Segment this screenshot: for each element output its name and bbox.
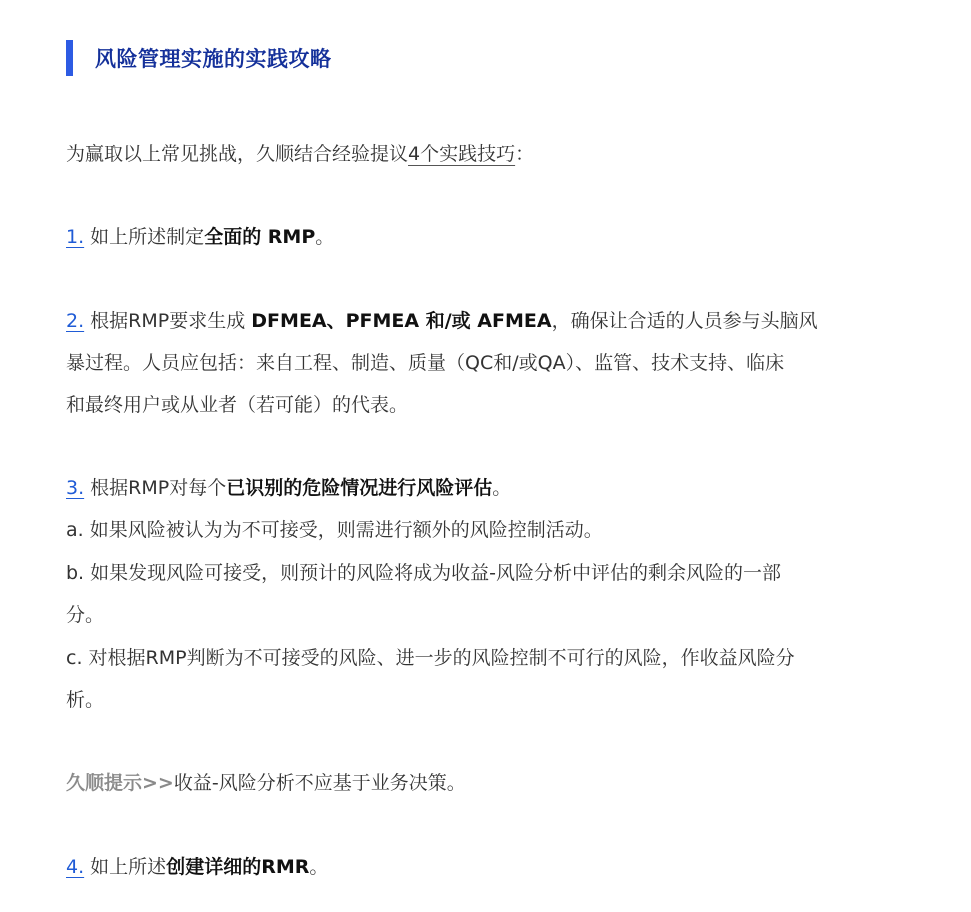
item-3-end: 。 <box>492 477 512 499</box>
intro-suffix: ： <box>515 143 535 165</box>
sub-item-a: a. 如果风险被认为为不可接受，则需进行额外的风险控制活动。 <box>66 519 603 541</box>
tip-label: 久顺提示>> <box>66 772 174 794</box>
item-number-1: 1. <box>66 226 85 248</box>
item-4-text: 如上所述 <box>84 856 167 878</box>
item-number-3: 3. <box>66 477 85 499</box>
intro-highlight: 4个实践技巧 <box>408 143 516 165</box>
sub-item-c-line-2: 析。 <box>66 689 105 711</box>
tip-text: 收益-风险分析不应基于业务决策。 <box>173 772 466 794</box>
item-1-bold: 全面的 RMP <box>204 226 316 248</box>
item-4-bold: 创建详细的RMR <box>166 856 310 878</box>
item-2-line-3: 和最终用户或从业者（若可能）的代表。 <box>66 394 409 416</box>
item-2-end: ，确保让合适的人员参与头脑风 <box>551 310 818 332</box>
sub-item-c-line-1: c. 对根据RMP判断为不可接受的风险、进一步的风险控制不可行的风险，作收益风险分 <box>66 647 795 669</box>
heading-title: 风险管理实施的实践攻略 <box>95 47 332 71</box>
list-item-4 <box>66 846 916 888</box>
sub-item-b-line-2: 分。 <box>66 604 105 626</box>
intro-text: 为赢取以上常见挑战，久顺结合经验提议 <box>66 143 409 165</box>
item-1-end: 。 <box>315 226 335 248</box>
item-3-bold: 已识别的危险情况进行风险评估 <box>226 477 493 499</box>
sub-item-b-line-1: b. 如果发现风险可接受，则预计的风险将成为收益-风险分析中评估的剩余风险的一部 <box>66 562 781 584</box>
list-item-3 <box>66 467 916 509</box>
item-2-bold: DFMEA、PFMEA 和/或 AFMEA <box>251 310 552 332</box>
item-number-2: 2. <box>66 310 85 332</box>
list-item-1 <box>66 216 916 258</box>
item-number-4: 4. <box>66 856 85 878</box>
heading-accent-bar <box>66 40 73 76</box>
tip-paragraph <box>66 762 916 804</box>
list-item-2 <box>66 300 916 342</box>
item-1-text: 如上所述制定 <box>84 226 205 248</box>
intro-paragraph <box>66 133 916 175</box>
item-4-end: 。 <box>309 856 329 878</box>
item-2-text: 根据RMP要求生成 <box>84 310 252 332</box>
item-3-text: 根据RMP对每个 <box>84 477 227 499</box>
item-2-line-2: 暴过程。人员应包括：来自工程、制造、质量（QC和/或QA）、监管、技术支持、临床 <box>66 352 785 374</box>
section-heading <box>66 40 332 76</box>
